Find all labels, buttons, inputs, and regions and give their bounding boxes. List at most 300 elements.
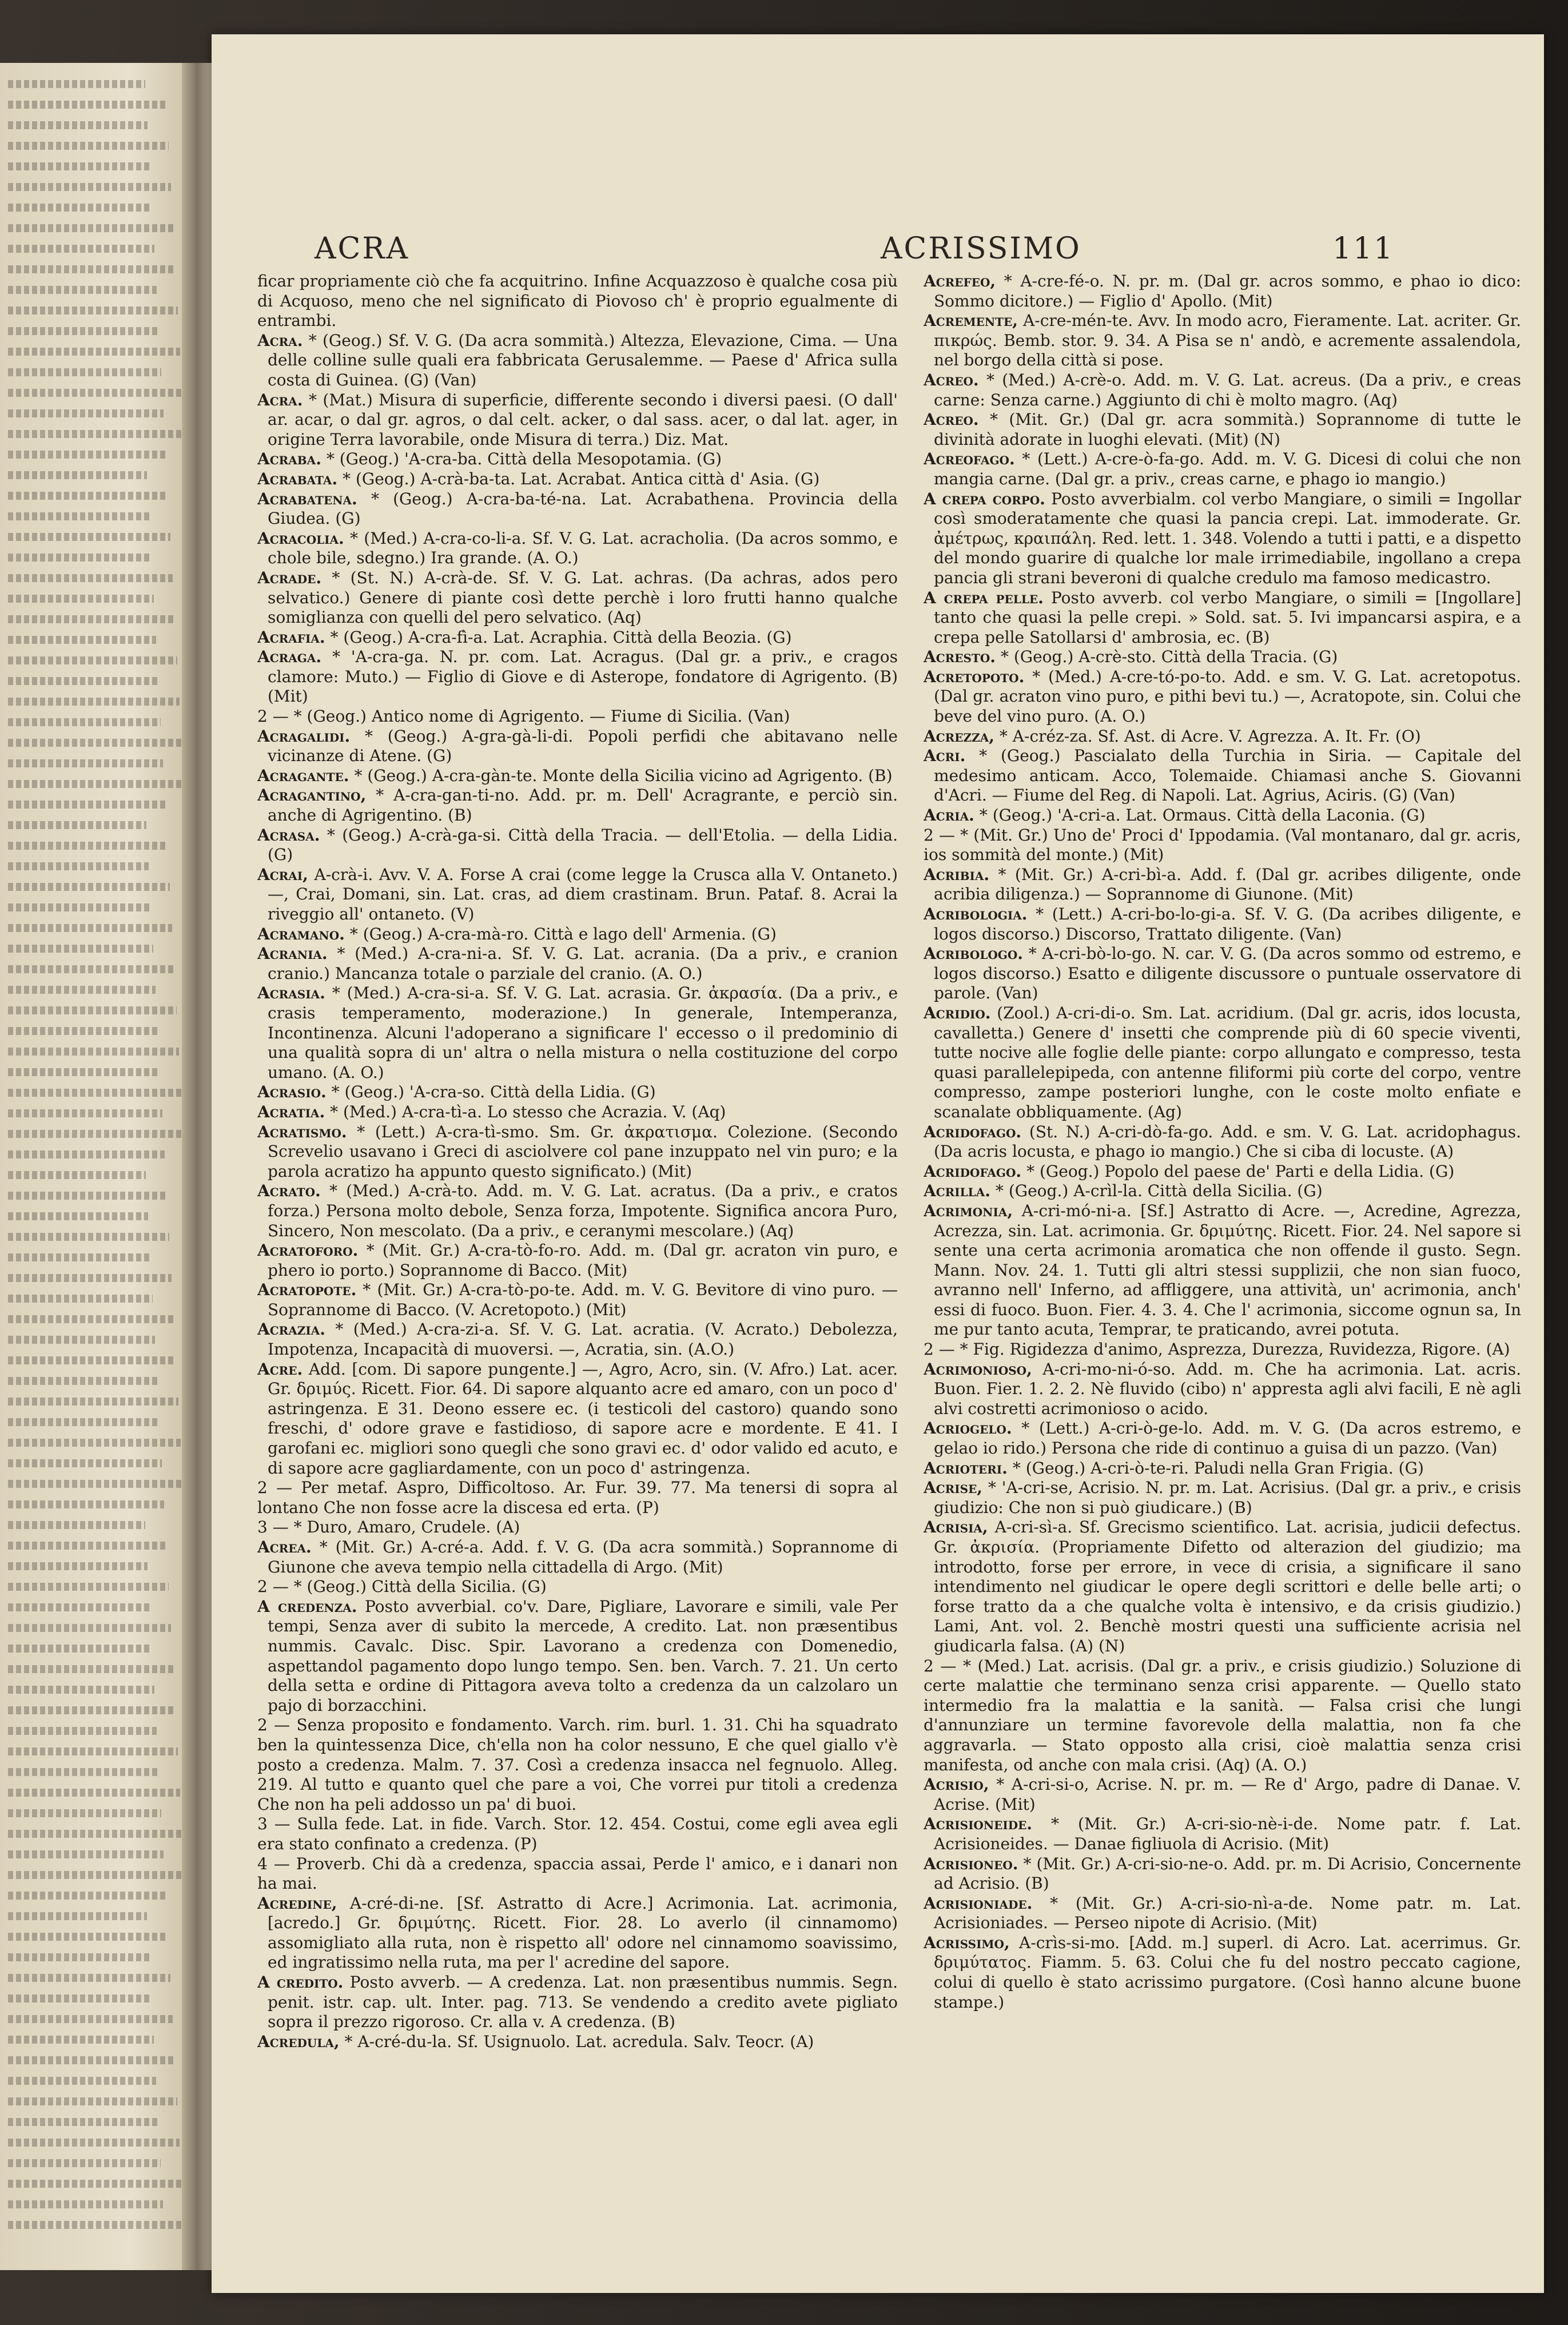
- entry-headword: Acratismo.: [257, 1122, 347, 1141]
- facing-page-line: [8, 183, 171, 191]
- entry-definition: * 'A-cri-se, Acrisio. N. pr. m. Lat. Acrisius. (Dal gr. a priv., e crisis giudizio: Che non si può giudicare.) (B): [934, 1478, 1521, 1517]
- entry-definition: * A-cré-du-la. Sf. Usignuolo. Lat. acredula. Salv. Teocr. (A): [344, 2032, 814, 2051]
- entry-definition: * (Geog.) Popolo del paese de' Parti e della Lidia. (G): [1026, 1161, 1455, 1181]
- entry-definition: * (Geog.) A-crìl-la. Città della Sicilia. (G): [995, 1181, 1323, 1201]
- entry-definition: * (Geog.) A-gra-gà-li-di. Popoli perfidi che abitavano nelle vicinanze di Atene. (G): [268, 726, 898, 766]
- facing-page-line: [8, 1789, 180, 1797]
- entry-definition: Posto avverb. — A credenza. Lat. non præsentibus nummis. Segn. penit. istr. cap. ult. Inter. pag. 713. Se vendendo a credito avete pigliato sopra il prezzo rigoroso. Cr. alla v. A credenza. (B): [268, 1973, 898, 2032]
- dictionary-entry: [257, 707, 898, 727]
- facing-page-line: [8, 554, 152, 562]
- facing-page-line: [8, 1686, 154, 1694]
- facing-page-line: [8, 945, 153, 953]
- entry-headword: Acratia.: [257, 1102, 325, 1121]
- entry-definition: * (Med.) A-cra-ni-a. Sf. V. G. Lat. acrania. (Da a priv., e cranion cranio.) Mancanza totale o parziale del cranio. (A. O.): [268, 944, 898, 983]
- entry-headword: Acratoforo.: [257, 1241, 359, 1260]
- facing-page-line: [8, 1747, 178, 1755]
- facing-page-line: [8, 656, 177, 664]
- entry-headword: Acrasa.: [257, 825, 320, 845]
- facing-page-line: [8, 1253, 150, 1261]
- entry-headword: Acragalidi.: [257, 726, 351, 746]
- facing-page-line: [8, 224, 173, 232]
- entry-headword: Acrisio,: [924, 1775, 989, 1794]
- entry-headword: Acretopoto.: [924, 667, 1025, 686]
- facing-page-line: [8, 2180, 182, 2188]
- facing-page-line: [8, 512, 149, 520]
- running-head-left: ACRA: [315, 232, 410, 266]
- facing-page-line: [8, 327, 159, 335]
- facing-page-line: [8, 1377, 157, 1385]
- entry-definition: * (Geog.) A-crà-ga-si. Città della Tracia. — dell'Etolia. — della Lidia. (G): [268, 825, 898, 865]
- facing-page-line: [8, 1459, 162, 1467]
- dictionary-page: [212, 34, 1544, 2293]
- entry-headword: Acrato.: [257, 1181, 321, 1201]
- entry-definition: (St. N.) A-cri-dò-fa-go. Add. e sm. V. G. Lat. acridophagus. (Da acris locusta, e phago io mangio.) Che si ciba di locuste. (A): [934, 1122, 1521, 1161]
- entry-definition: * (Geog.) A-cri-ò-te-ri. Paludi nella Gran Frigia. (G): [1012, 1458, 1424, 1478]
- book-gutter: [182, 63, 216, 2270]
- facing-page-line: [8, 533, 170, 541]
- facing-page: [0, 63, 189, 2270]
- entry-headword: Acremente,: [924, 311, 1018, 331]
- entry-headword: Acrezza,: [924, 726, 994, 746]
- entry-definition: * (Mit. Gr.) A-cri-bì-a. Add. f. (Dal gr. acribes diligente, onde acribia diligenza.) — Soprannome di Giunone. (Mit): [934, 865, 1521, 904]
- facing-page-line: [8, 409, 164, 417]
- entry-definition: Add. [com. Di sapore pungente.] —, Agro, Acro, sin. (V. Afro.) Lat. acer. Gr. δριμύς. Ricett. Fior. 64. Di sapore alquanto acre ed amaro, con un poco d' astringenza. E 31. Deono essere ec. (i testicoli del castoro) quando sono freschi, d' odore grave e fastidioso, di sapore acre e mordente. E 41. I garofani ec. migliori sono quegli che sono gravi ec. d' odor valido ed acuto, e di sapore acre gagliardamente, con un poco d' astringenza.: [268, 1359, 898, 1478]
- dictionary-entry: [257, 449, 898, 469]
- dictionary-entry: [257, 766, 898, 786]
- facing-page-line: [8, 842, 168, 850]
- dictionary-entry: [257, 568, 898, 628]
- facing-page-line: [8, 1130, 184, 1138]
- dictionary-entry: [924, 410, 1521, 449]
- entry-definition: * (Mit. Gr.) A-cri-sio-nè-i-de. Nome patr. f. Lat. Acrisioneides. — Danae figliuola di Acrisio. (Mit): [934, 1814, 1521, 1853]
- dictionary-entry: [257, 1320, 898, 1359]
- dictionary-entry: [257, 469, 898, 489]
- facing-page-line: [8, 1192, 167, 1200]
- facing-page-line: [8, 1809, 161, 1817]
- facing-page-line: [8, 615, 175, 623]
- facing-page-line: [8, 1871, 185, 1879]
- dictionary-entry: [924, 1122, 1521, 1162]
- entry-definition: 2 — Senza proposito e fondamento. Varch. rim. burl. 1. 31. Chi ha squadrato ben la quintessenza Dice, ch'ella non ha color nessuno, E che quel giallo v'è posto a credenza. Malm. 7. 37. Così a credenza insacca nel fegnuolo. Alleg. 219. Al tutto e quanto quel che pare a voi, Che vorrei pur titoli a credenza Che non ha peli addosso un pa' di buoi.: [257, 1715, 898, 1814]
- facing-page-line: [8, 1027, 158, 1035]
- dictionary-entry: [924, 1181, 1521, 1201]
- entry-definition: * (Geog.) Sf. V. G. (Da acra sommità.) Altezza, Elevazione, Cima. — Una delle colline sulle quali era fabbricata Gerusalemme. — Paese d' Africa sulla costa di Guinea. (G) (Van): [268, 331, 898, 389]
- entry-definition: * (Geog.) A-cra-fì-a. Lat. Acraphia. Città della Beozia. (G): [330, 627, 792, 647]
- dictionary-entry: [257, 786, 898, 825]
- entry-definition: * (Geog.) A-cra-ba-té-na. Lat. Acrabathena. Provincia della Giudea. (G): [268, 489, 898, 528]
- entry-definition: 3 — * Duro, Amaro, Crudele. (A): [257, 1518, 520, 1537]
- facing-page-line: [8, 801, 165, 809]
- dictionary-entry: [257, 628, 898, 648]
- entry-headword: Acreo.: [924, 410, 979, 429]
- entry-headword: Acrea.: [257, 1538, 312, 1556]
- facing-page-line: [8, 2097, 177, 2105]
- entry-definition: * (Med.) A-cre-tó-po-to. Add. e sm. V. G. Lat. acretopotus. (Dal gr. acraton vino puro, e pithi bevi tu.) —, Acratopote, sin. Colui che beve del vino puro. (A. O.): [934, 667, 1521, 726]
- dictionary-entry: [257, 1360, 898, 1479]
- dictionary-entry: [924, 371, 1521, 410]
- entry-definition: * A-créz-za. Sf. Ast. di Acre. V. Agrezza. A. It. Fr. (O): [999, 726, 1421, 746]
- dictionary-entry: [924, 727, 1521, 747]
- facing-page-line: [8, 677, 158, 685]
- dictionary-entry: [257, 925, 898, 945]
- facing-page-line: [8, 780, 184, 788]
- dictionary-entry: [924, 1478, 1521, 1518]
- entry-definition: A-cri-mo-ni-ó-so. Add. m. Che ha acrimonia. Lat. acris. Buon. Fier. 1. 2. 2. Nè fluvido (cibo) n' appresta agli alvi facili, E nè agli alvi costretti acrimonioso o acido.: [934, 1359, 1521, 1418]
- facing-page-line: [8, 1727, 157, 1735]
- dictionary-entry: [924, 1518, 1521, 1656]
- facing-page-line: [8, 1212, 148, 1220]
- entry-definition: * (Geog.) 'A-cra-ba. Città della Mesopotamia. (G): [326, 449, 722, 469]
- dictionary-entry: [924, 806, 1521, 826]
- entry-headword: Acreofago.: [924, 449, 1015, 469]
- entry-headword: Acraba.: [257, 449, 321, 469]
- facing-page-line: [8, 348, 180, 356]
- entry-headword: Acrisioneide.: [924, 1814, 1033, 1834]
- entry-definition: * (Med.) A-cra-co-li-a. Sf. V. G. Lat. acracholia. (Da acros sommo, e chole bile, sdegno.) Ira grande. (A. O.): [268, 528, 898, 568]
- dictionary-entry: [924, 1814, 1521, 1854]
- facing-page-line: [8, 1583, 169, 1591]
- entry-headword: Acribia.: [924, 865, 990, 884]
- entry-definition: * (Geog.) 'A-cra-so. Città della Lidia. (G): [331, 1082, 656, 1102]
- entry-definition: 2 — Per metaf. Aspro, Difficoltoso. Ar. Fur. 39. 77. Ma tenersi di sopra al lontano Che non fosse acre la discesa ed erta. (P): [257, 1478, 898, 1517]
- entry-headword: Acrisia,: [924, 1518, 988, 1537]
- entry-headword: Acribologo.: [924, 944, 1024, 964]
- entry-headword: Acrisioniade.: [924, 1893, 1033, 1913]
- facing-page-line: [8, 121, 148, 129]
- facing-page-line: [8, 2015, 173, 2023]
- dictionary-entry: [257, 944, 898, 984]
- dictionary-entry: [257, 1577, 898, 1597]
- dictionary-entry: [924, 647, 1521, 667]
- facing-page-line: [8, 1521, 145, 1529]
- dictionary-entry: [924, 944, 1521, 1004]
- entry-headword: A crepa corpo.: [924, 489, 1045, 508]
- entry-definition: A-crìs-si-mo. [Add. m.] superl. di Acro. Lat. acerrimus. Gr. δριμύτατος. Fiamm. 5. 63. Colui che fu del nostro peccato cagione, colui di quello è stato acrissimo purgatore. (Così hanno alcune buone stampe.): [934, 1933, 1521, 2012]
- facing-page-line: [8, 492, 168, 500]
- entry-definition: * A-cre-fé-o. N. pr. m. (Dal gr. acros sommo, e phao io dico: Sommo dicitore.) — Figlio d' Apollo. (Mit): [934, 272, 1521, 310]
- facing-page-line: [8, 718, 161, 726]
- facing-page-line: [8, 2159, 161, 2167]
- facing-page-line: [8, 924, 172, 932]
- dictionary-entry: [924, 1657, 1521, 1775]
- entry-headword: Acria.: [924, 806, 974, 825]
- entry-definition: Posto avverbialm. col verbo Mangiare, o simili = Ingollar così smoderatamente che quasi la pancia crepi. Lat. immoderate. Gr. ἀμέτρως, κραιπάλη. Red. lett. 1. 348. Volendo a tutti i patti, e a dispetto del mondo guarire di qualche lor male irrimediabile, ingollano a crepa pancia gli strani beveroni di qualche credulo ma famoso medicastro.: [934, 489, 1521, 587]
- facing-page-line: [8, 162, 150, 170]
- facing-page-line: [8, 451, 166, 459]
- dictionary-entry: [257, 1082, 898, 1102]
- entry-definition: * A-cri-bò-lo-go. N. car. V. G. (Da acros sommo od estremo, e logos discorso.) Esatto e diligente discussore o puntuale osservatore di parole. (Van): [934, 944, 1521, 1003]
- entry-definition: * (Med.) A-crè-o. Add. m. V. G. Lat. acreus. (Da a priv., e creas carne: Senza carne.) Aggiunto di chi è molto magro. (Aq): [934, 370, 1521, 409]
- facing-page-line: [8, 759, 163, 767]
- dictionary-entry: [924, 588, 1521, 648]
- facing-page-line: [8, 265, 176, 273]
- entry-definition: * A-cri-si-o, Acrise. N. pr. m. — Re d' Argo, padre di Danae. V. Acrise. (Mit): [934, 1775, 1521, 1814]
- facing-page-line: [8, 101, 166, 109]
- entry-headword: Acratopote.: [257, 1280, 357, 1300]
- facing-page-line: [8, 1624, 171, 1632]
- facing-page-line: [8, 698, 180, 706]
- entry-headword: A credito.: [257, 1973, 344, 1992]
- page-number: 111: [1332, 232, 1395, 266]
- entry-headword: Acrafia.: [257, 627, 325, 647]
- facing-page-line: [8, 1233, 169, 1241]
- facing-page-line: [8, 2056, 175, 2064]
- entry-headword: A crepa pelle.: [924, 588, 1044, 607]
- dictionary-entry: [257, 391, 898, 450]
- entry-headword: Acrania.: [257, 944, 328, 964]
- entry-definition: (Zool.) A-cri-di-o. Sm. Lat. acridium. (Dal gr. acris, idos locusta, cavalletta.) Genere d' insetti che comprende più di 60 specie viventi, tutte nocive alle foglie delle piante: corpo allungato e compresso, testa quasi parallelepipeda, con antenne filiformi più corte del corpo, ventre compresso, zampe posteriori lunghe, con le coste molto enfiate e scanalate obbliquamente. (Ag): [934, 1003, 1521, 1121]
- entry-definition: Posto avverbial. co'v. Dare, Pigliare, Lavorare e simili, vale Per tempi, Senza aver di subito la mercede, A credito. Lat. non præsentibus nummis. Cavalc. Disc. Spir. Lavorano a credenza con Domenedio, aspettandol pagamento dopo lungo tempo. Sen. ben. Varch. 7. 21. Un certo della setta e ordine di Pittagora aveva tolto a credenza da un calzolaro un pajo di borzacchini.: [268, 1597, 898, 1715]
- dictionary-entry: [924, 1004, 1521, 1122]
- facing-page-line: [8, 1933, 168, 1941]
- dictionary-entry: [924, 1894, 1521, 1933]
- entry-headword: Acrasio.: [257, 1082, 327, 1102]
- right-column: [924, 272, 1521, 2193]
- dictionary-entry: [257, 272, 898, 331]
- entry-definition: A-crà-i. Avv. V. A. Forse A crai (come legge la Crusca alla V. Ontaneto.) —, Crai, Domani, sin. Lat. cras, ad diem crastinam. Brun. Pataf. 8. Acrai la riveggio all' ontaneto. (V): [268, 865, 898, 923]
- facing-page-line: [8, 368, 161, 376]
- facing-page-line: [8, 1295, 153, 1303]
- dictionary-entry: [257, 1854, 898, 1894]
- entry-headword: Acrasia.: [257, 984, 325, 1003]
- entry-definition: * (Geog.) A-crà-ba-ta. Lat. Acrabat. Antica città d' Asia. (G): [343, 469, 820, 488]
- facing-page-line: [8, 883, 170, 891]
- entry-definition: * (Geog.) 'A-cri-a. Lat. Ormaus. Città della Laconia. (G): [979, 806, 1426, 825]
- dictionary-entry: [924, 489, 1521, 588]
- entry-definition: * (Geog.) A-crè-sto. Città della Tracia. (G): [1000, 647, 1338, 667]
- entry-definition: * (St. N.) A-crà-de. Sf. V. G. Lat. achras. (Da achras, ados pero selvatico.) Genere di piante così dette perchè i loro frutti hanno qualche somiglianza con quelli del pero selvatico. (Aq): [268, 568, 898, 627]
- facing-page-line: [8, 286, 157, 294]
- entry-definition: * A-cra-gan-ti-no. Add. pr. m. Dell' Acragrante, e perciò sin. anche di Agrigentino. (B): [268, 786, 898, 825]
- entry-definition: * (Mit. Gr.) A-cra-tò-po-te. Add. m. V. G. Bevitore di vino puro. — Soprannome di Bacco. (V. Acretopoto.) (Mit): [268, 1280, 898, 1319]
- entry-headword: Acrisioneo.: [924, 1854, 1018, 1873]
- facing-page-line: [8, 1356, 176, 1364]
- facing-page-line: [8, 2077, 156, 2085]
- entry-definition: A-cré-di-ne. [Sf. Astratto di Acre.] Acrimonia. Lat. acrimonia, [acredo.] Gr. δριμύτης. Ricett. Fior. 28. Lo averlo (il cinnamomo) assomigliato alla ruta, non è rispetto all' odore nel cinnamomo soavissimo, ed ingratissimo nella ruta, ma per l' acredine del sapore.: [268, 1893, 898, 1972]
- dictionary-entry: [924, 1419, 1521, 1458]
- facing-page-line: [8, 1418, 160, 1426]
- dictionary-entry: [924, 905, 1521, 944]
- dictionary-entry: [257, 1478, 898, 1518]
- entry-headword: Acracolia.: [257, 528, 344, 548]
- facing-page-line: [8, 1336, 155, 1344]
- facing-page-line: [8, 1480, 183, 1488]
- facing-page-line: [8, 574, 173, 582]
- facing-page-line: [8, 1439, 181, 1447]
- dictionary-entry: [257, 984, 898, 1082]
- left-column: [257, 272, 898, 2193]
- dictionary-entry: [924, 1933, 1521, 2012]
- dictionary-entry: [257, 1241, 898, 1280]
- entry-definition: A-cri-mó-ni-a. [Sf.] Astratto di Acre. —, Acredine, Agrezza, Acrezza, sin. Lat. acrimonia. Gr. δριμύτης. Ricett. Fior. 24. Nel sapore si sente una certa acrimonia aromatica che non offende il gusto. Segn. Mann. Nov. 24. 1. Tutti gli altri stessi supplizii, che non sian fuoco, avranno nell' Inferno, ad affliggere, una attività, un' acrimonia, anch' essi di fuoco. Buon. Fier. 4. 3. 4. Che l' acrimonia, siccome ognun sa, In me pur tanto acuta, Temprar, te praticando, avrei potuta.: [934, 1201, 1521, 1339]
- dictionary-entry: [257, 1181, 898, 1241]
- facing-page-line: [8, 821, 146, 829]
- facing-page-line: [8, 1892, 166, 1900]
- entry-headword: Acre.: [257, 1359, 303, 1379]
- facing-page-line: [8, 1645, 152, 1653]
- entry-definition: * (Geog.) Pascialato della Turchia in Siria. — Capitale del medesimo anticam. Acco, Tolemaide. Chiamasi anche S. Giovanni d'Acri. — Fiume del Reg. di Napoli. Lat. Agrius, Aciris. (G) (Van): [934, 746, 1521, 805]
- facing-page-line: [8, 2200, 163, 2208]
- entry-headword: Acrade.: [257, 568, 322, 587]
- facing-page-line: [8, 1274, 172, 1282]
- facing-page-line: [8, 595, 154, 603]
- entry-headword: Acredula,: [257, 2032, 340, 2051]
- entry-headword: Acra.: [257, 390, 303, 409]
- facing-page-line: [8, 80, 145, 88]
- entry-definition: A-cri-sì-a. Sf. Grecismo scientifico. Lat. acrisia, judicii defectus. Gr. ἀκρισία. (Propriamente Difetto od alterazion del giudizio; ma introdotto, forse per errore, in vece di crisia, a significare il sano intendimento nel giudicar le opere degli scrittori e delle belle arti; o forse tratto da a che qualche volta è intensivo, e da crisis giudizio.) Lami, Ant. vol. 2. Benchè mostri questi una sufficiente acrisia nel giudicarla falsa. (A) (N): [934, 1518, 1521, 1655]
- dictionary-entry: [257, 2032, 898, 2052]
- dictionary-entry: [257, 865, 898, 925]
- dictionary-entry: [924, 826, 1521, 865]
- entry-definition: * (Mit. Gr.) A-cri-sio-ne-o. Add. pr. m. Di Acrisio, Concernente ad Acrisio. (B): [934, 1854, 1521, 1893]
- facing-page-line: [8, 1500, 164, 1508]
- facing-page-line: [8, 471, 147, 479]
- entry-definition: * (Lett.) A-cra-tì-smo. Sm. Gr. ἀκρατισμα. Colezione. (Secondo Screvelio usavano i Greci di asciolvere col pane inzuppato nel vin puro; e la parola acratizo ha appunto questo significato.) (Mit): [268, 1122, 898, 1181]
- entry-headword: Acrilla.: [924, 1181, 991, 1201]
- entry-definition: * (Mit. Gr.) A-cri-sio-nì-a-de. Nome patr. m. Lat. Acrisioniades. — Perseo nipote di Acrisio. (Mit): [934, 1893, 1521, 1933]
- dictionary-entry: [257, 727, 898, 766]
- facing-page-line: [8, 204, 152, 212]
- entry-headword: Acresto.: [924, 647, 996, 667]
- dictionary-entry: [924, 1201, 1521, 1340]
- facing-page-line: [8, 2139, 180, 2147]
- dictionary-entry: [257, 1715, 898, 1814]
- entry-definition: * (Mit. Gr.) A-cra-tò-fo-ro. Add. m. (Dal gr. acraton vin puro, e phero io porto.) Soprannome di Bacco. (Mit): [268, 1241, 898, 1280]
- dictionary-entry: [924, 1162, 1521, 1182]
- entry-definition: * (Mat.) Misura di superficie, differente secondo i diversi paesi. (O dall' ar. acar, o dal gr. agros, o dal celt. acker, o dal sass. acer, o dal lat. ager, in origine Terra lavorabile, onde Misura di terra.) Diz. Mat.: [268, 390, 898, 449]
- dictionary-entry: [924, 1360, 1521, 1419]
- dictionary-entry: [257, 1538, 898, 1577]
- facing-page-line: [8, 1048, 179, 1056]
- entry-headword: Acragantino,: [257, 786, 367, 805]
- entry-headword: A credenza.: [257, 1597, 357, 1616]
- facing-page-line: [8, 1109, 162, 1117]
- facing-page-line: [8, 1006, 177, 1014]
- facing-page-line: [8, 1542, 166, 1550]
- entry-definition: * (Lett.) A-cre-ò-fa-go. Add. m. V. G. Dicesi di colui che non mangia carne. (Dal gr. a priv., creas carne, e phago io mangio.): [934, 449, 1521, 488]
- facing-page-line: [8, 1562, 148, 1570]
- facing-page-line: [8, 986, 156, 994]
- facing-page-line: [8, 1768, 159, 1776]
- facing-page-line: [8, 739, 182, 747]
- entry-headword: Acrimonioso,: [924, 1359, 1032, 1379]
- facing-page-line: [8, 2221, 184, 2229]
- entry-definition: * (Mit. Gr.) A-cré-a. Add. f. V. G. (Da acra sommità.) Soprannome di Giunone che aveva tempio nella cittadella di Argo. (Mit): [268, 1538, 898, 1576]
- entry-headword: Acredine,: [257, 1893, 337, 1913]
- entry-headword: Acridofago.: [924, 1161, 1022, 1181]
- dictionary-entry: [257, 1280, 898, 1320]
- dictionary-entry: [924, 1340, 1521, 1360]
- entry-definition: * 'A-cra-ga. N. pr. com. Lat. Acragus. (Dal gr. a priv., e cragos clamore: Muto.) — Figlio di Giove e di Asterope, fondatore di Agrigento. (B) (Mit): [268, 647, 898, 706]
- entry-headword: Acreo.: [924, 370, 979, 389]
- dictionary-entry: [257, 647, 898, 707]
- facing-page-line: [8, 903, 151, 911]
- entry-definition: * (Med.) A-crà-to. Add. m. V. G. Lat. acratus. (Da a priv., e cratos forza.) Persona molto debole, Senza forza, Impotente. Significa ancora Puro, Sincero, Non mescolato. (Da a priv., e ceranymi mescolare.) (Aq): [268, 1181, 898, 1240]
- entry-definition: 2 — * (Mit. Gr.) Uno de' Proci d' Ippodamia. (Val montanaro, dal gr. acris, ios sommità del monte.) (Mit): [924, 825, 1521, 865]
- facing-page-line: [8, 1850, 164, 1858]
- facing-page-line: [8, 2036, 154, 2044]
- facing-page-line: [8, 2118, 158, 2126]
- entry-definition: * (Med.) A-cra-zi-a. Sf. V. G. Lat. acratia. (V. Acrato.) Debolezza, Impotenza, Incapacità di muoversi. —, Acratia, sin. (A.O.): [268, 1320, 898, 1359]
- entry-headword: Acridio.: [924, 1003, 991, 1022]
- facing-page-line: [8, 1953, 149, 1961]
- dictionary-entry: [257, 1122, 898, 1182]
- entry-headword: Acrabata.: [257, 469, 338, 488]
- entry-definition: 4 — Proverb. Chi dà a credenza, spaccia assai, Perde l' amico, e i danari non ha mai.: [257, 1854, 898, 1893]
- entry-headword: Acra.: [257, 331, 303, 350]
- facing-page-line: [8, 1315, 174, 1323]
- facing-page-line: [8, 1150, 165, 1158]
- entry-definition: 2 — * (Geog.) Città della Sicilia. (G): [257, 1577, 547, 1597]
- dictionary-entry: [257, 826, 898, 865]
- entry-definition: Posto avverb. col verbo Mangiare, o simili = [Ingollare] tanto che quasi la pelle crepi. » Sold. sat. 5. Ivi impancarsi aspira, e a crepa pelle Satollarsi d' ambrosia, ec. (B): [934, 588, 1521, 647]
- facing-page-line: [8, 1068, 160, 1076]
- facing-page-line: [8, 1974, 170, 1982]
- entry-definition: * (Geog.) A-cra-gàn-te. Monte della Sicilia vicino ad Agrigento. (B): [354, 766, 893, 785]
- dictionary-entry: [924, 1775, 1521, 1814]
- dictionary-entry: [924, 746, 1521, 806]
- entry-headword: Acrefeo,: [924, 272, 996, 290]
- entry-headword: Acrabatena.: [257, 489, 357, 508]
- dictionary-entry: [924, 449, 1521, 489]
- entry-headword: Acragante.: [257, 766, 349, 785]
- dictionary-entry: [257, 1814, 898, 1854]
- dictionary-entry: [924, 667, 1521, 727]
- facing-page-line: [8, 1398, 178, 1406]
- entry-definition: 3 — Sulla fede. Lat. in fide. Varch. Stor. 12. 454. Costui, come egli avea egli era stato confinato a credenza. (P): [257, 1814, 898, 1853]
- facing-page-line: [8, 1830, 182, 1838]
- entry-headword: Acrioteri.: [924, 1458, 1008, 1478]
- dictionary-entry: [257, 1102, 898, 1122]
- entry-definition: * (Med.) A-cra-si-a. Sf. V. G. Lat. acrasia. Gr. ἀκρασία. (Da a priv., e crasis temperamento, moderazione.) In generale, Intemperanza, Incontinenza. Alcuni l'adoperano a significare l' eccesso o il predominio di una qualità sopra di un' altra o nella mistura o nella costituzione del corpo umano. (A. O.): [268, 984, 898, 1082]
- dictionary-entry: [257, 529, 898, 568]
- dictionary-entry: [257, 1973, 898, 2032]
- facing-page-line: [8, 636, 156, 644]
- entry-definition: * (Mit. Gr.) (Dal gr. acra sommità.) Soprannome di tutte le divinità adorate in luoghi elevati. (Mit) (N): [934, 410, 1521, 449]
- dictionary-entry: [257, 1518, 898, 1538]
- entry-definition: 2 — * (Geog.) Antico nome di Agrigento. — Fiume di Sicilia. (Van): [257, 707, 790, 726]
- entry-definition: A-cre-mén-te. Avv. In modo acro, Fieramente. Lat. acriter. Gr. πικρώς. Bemb. stor. 9. 34. A Pisa se n' andò, e acremente assalendola, nel borgo della città si pose.: [934, 311, 1521, 370]
- entry-headword: Acrissimo,: [924, 1933, 1010, 1952]
- entry-headword: Acribologia.: [924, 905, 1028, 923]
- entry-definition: * (Lett.) A-cri-bo-lo-gi-a. Sf. V. G. (Da acribes diligente, e logos discorso.) Discorso, Trattato diligente. (Van): [934, 905, 1521, 943]
- facing-page-line: [8, 965, 174, 973]
- dictionary-entry: [924, 311, 1521, 371]
- entry-definition: * (Med.) A-cra-tì-a. Lo stesso che Acrazia. V. (Aq): [330, 1102, 726, 1121]
- entry-definition: * (Geog.) A-cra-mà-ro. Città e lago dell' Armenia. (G): [349, 924, 777, 943]
- entry-definition: * (Lett.) A-cri-ò-ge-lo. Add. m. V. G. (Da acros estremo, e gelao io rido.) Persona che ride di continuo a guisa di un pazzo. (Van): [934, 1419, 1521, 1458]
- entry-headword: Acrazia.: [257, 1320, 326, 1339]
- facing-page-line: [8, 142, 169, 150]
- facing-page-line: [8, 306, 178, 314]
- facing-page-line: [8, 430, 185, 438]
- facing-page-line: [8, 1089, 181, 1097]
- dictionary-entry: [924, 1854, 1521, 1894]
- facing-page-line: [8, 1706, 176, 1714]
- entry-definition: 2 — * (Med.) Lat. acrisis. (Dal gr. a priv., e crisis giudizio.) Soluzione di certe malattie che terminano senza crisi apparente. — Quello stato intermedio fra la malattia e la sanità. — Falsa crisi che lungi d'annunziare un termine favorevole della malattia, non fa che aggravarla. — Stato opposto alla crisi, cioè malattia senza crisi manifesta, od anche con mala crisi. (Aq) (A. O.): [924, 1656, 1521, 1774]
- facing-page-line: [8, 862, 149, 870]
- facing-page-line: [8, 1994, 152, 2002]
- facing-page-line: [8, 389, 182, 397]
- facing-page-line: [8, 245, 154, 253]
- running-head-right: ACRISSIMO: [881, 232, 1081, 266]
- dictionary-entry: [257, 331, 898, 391]
- entry-headword: Acriogelo.: [924, 1419, 1012, 1438]
- dictionary-entry: [924, 1459, 1521, 1479]
- facing-page-line: [8, 1665, 173, 1673]
- entry-headword: Acri.: [924, 746, 966, 766]
- entry-headword: Acraga.: [257, 647, 322, 667]
